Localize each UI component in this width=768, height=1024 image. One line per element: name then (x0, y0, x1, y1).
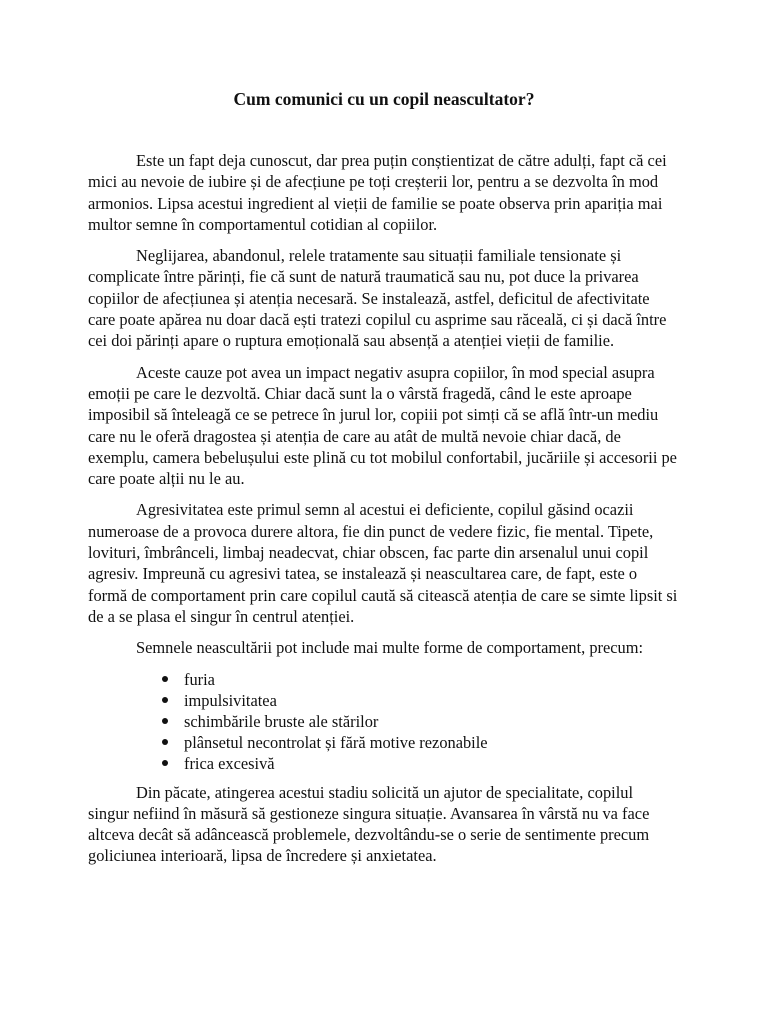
bullet-icon (162, 697, 168, 703)
bullet-icon (162, 718, 168, 724)
bullet-icon (162, 676, 168, 682)
paragraph: Semnele neascultării pot include mai multe forme de comportament, precum: (136, 638, 644, 658)
list-item (184, 711, 678, 732)
paragraph: Neglijarea, abandonul, relele tratamente sau situații familiale tensionate și complicate între părinți, fie că sunt de natură traumatică sau nu, pot duce la privarea copiilor de afecțiunea și atenția necesară. Se instalează, astfel, deficitul de afectivitate care poate apărea nu doar dacă ești tratezi copilul cu asprime sau răceală, ci și dacă între cei doi părinți apare o ruptura emoțională sau absență a atenției vieții de familie. (88, 246, 667, 351)
paragraph: Aceste cauze pot avea un impact negativ asupra copiilor, în mod special asupra emoții pe care le dezvoltă. Chiar dacă sunt la o vârstă fragedă, când le este aproape imposibil să înteleagă ce se petrece în jurul lor, copiii pot simți că se află într-un mediu care nu le oferă dragostea și atenția de care au atât de multă nevoie chiar dacă, de exemplu, camera bebelușului este plină cu tot mobilul confortabil, jucăriile și accesorii pe care poate alții nu le au. (88, 362, 677, 489)
bullet-list (88, 669, 678, 774)
list-item (184, 732, 678, 753)
paragraph: Agresivitatea este primul semn al acestui ei deficiente, copilul găsind ocazii numeroase de a provoca durere altora, fie din punct de vedere fizic, fie mental. Tipete, lovituri, îmbrânceli, limbaj neadecvat, chiar obscen, fac parte din arsenalul unui copil agresiv. Impreună cu agresivi tatea, se instalează și neascultarea care, de fapt, este o formă de comportament prin care copilul caută să citească atenția de care se simte lipsit si de a se plasa el singur în centrul atenției. (88, 500, 678, 626)
list-item-text: impulsivitatea (184, 690, 277, 710)
list-item-text: furia (184, 669, 215, 689)
document-body (88, 150, 678, 877)
paragraph: Este un fapt deja cunoscut, dar prea puțin conștientizat de către adulți, fapt că cei mici au nevoie de iubire și de afecțiune pe toți creșterii lor, pentru a se dezvolta în mod armonios. Lipsa acestui ingredient al vieții de familie se poate observa prin apariția mai multor semne în comportamentul cotidian al copiilor. (88, 151, 667, 234)
list-item (184, 690, 678, 711)
document-title: Cum comunici cu un copil neascultator? (233, 89, 535, 109)
bullet-icon (162, 760, 168, 766)
closing-paragraph: Din păcate, atingerea acestui stadiu solicită un ajutor de specialitate, copilul singur nefiind în măsură să gestioneze singura situație. Avansarea în vârstă nu va face altceva decât să adâncească problemele, dezvoltându-se o serie de sentimente precum goliciunea interioară, lipsa de încredere și anxietatea. (88, 782, 650, 866)
list-item-text: schimbările bruste ale stărilor (184, 711, 379, 731)
list-item-text: frica excesivă (184, 753, 275, 773)
list-item-text: plânsetul necontrolat și fără motive rezonabile (184, 732, 488, 752)
list-item (184, 669, 678, 690)
list-item (184, 753, 678, 774)
bullet-icon (162, 739, 168, 745)
